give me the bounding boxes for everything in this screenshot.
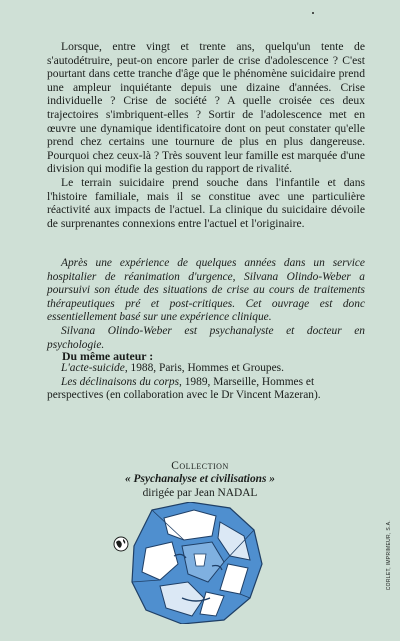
work-title-1: L'acte-suicide — [61, 362, 125, 374]
work-details-2: , 1989, Marseille, Hommes et perspectives (en collaboration avec le Dr Vincent Mazeran). — [47, 375, 321, 402]
collection-block — [0, 460, 400, 500]
work-item-2 — [47, 376, 365, 403]
bio-paragraph-1: Après une expérience de quelques années dans un service hospitalier de réanimation d'urgence, Silvana Olindo-Weber a poursuivi son étude des situations de crise au cours de traitements thérapeutiques pré et post-critiques. Cet ouvrage est donc essentiellement basé sur une expérience clinique. — [47, 257, 365, 324]
bio-paragraph-2: Silvana Olindo-Weber est psychanalyste et docteur en psychologie. — [47, 324, 365, 351]
summary-paragraph-1: Lorsque, entre vingt et trente ans, quelqu'un tente de s'autodétruire, peut-on encore parler de crise d'adolescence ? C'est pourtant dans cette tranche d'âge que le phénomène suicidaire prend une ampleur inquiétante depuis une dizaine d'années. Crise individuelle ? Crise de société ? A quelle croisée ces deux trajectoires s'imbriquent-elles ? Sortir de l'adolescence met en œuvre une dynamique identificatoire dont on peut constater qu'elle prend chez certains une tournure de plus en plus dangereuse. Pourquoi chez ceux-là ? Très souvent leur famille est marquée d'une division qui modifie la gestion du rapport de rivalité. — [47, 40, 365, 176]
summary-paragraph-2: Le terrain suicidaire prend souche dans l'infantile et dans l'histoire familiale, mais il se constitue avec une particulière réactivité aux impacts de l'actuel. La clinique du suicidaire dévoile de surprenantes connexions entre l'actuel et l'originaire. — [47, 175, 365, 230]
collection-director: dirigée par Jean NADAL — [142, 486, 258, 499]
printer-credit: CORLET, IMPRIMEUR, S.A. — [386, 520, 392, 591]
other-works-list — [47, 362, 365, 403]
collection-logo-icon — [112, 502, 292, 624]
corner-mark — [312, 12, 314, 14]
author-bio — [47, 257, 365, 352]
work-item-1 — [47, 362, 365, 376]
work-details-1: , 1988, Paris, Hommes et Groupes. — [124, 362, 284, 374]
summary-text — [47, 40, 365, 230]
work-title-2: Les déclinaisons du corps — [61, 375, 180, 388]
collection-label: Collection — [171, 460, 229, 472]
other-works-heading: Du même auteur : — [62, 349, 154, 363]
collection-name: « Psychanalyse et civilisations » — [125, 473, 275, 486]
